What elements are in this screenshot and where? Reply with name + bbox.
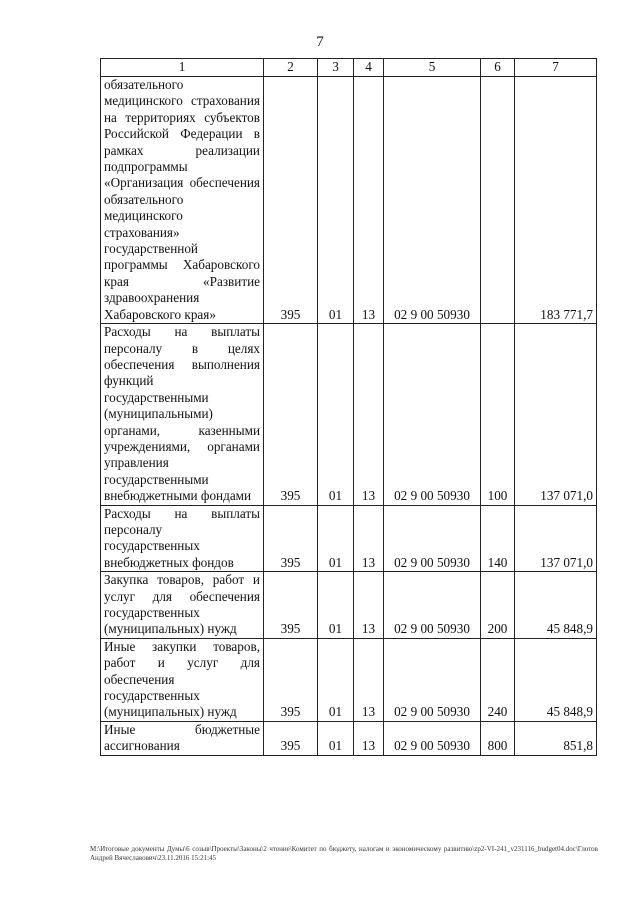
row-expense-type: 800 (481, 721, 515, 755)
col-header-2: 2 (264, 59, 318, 77)
col-header-4: 4 (354, 59, 384, 77)
table-row (101, 638, 597, 721)
row-name: Иные закупки товаров, работ и услуг для обеспечения государственных (муниципальных) нужд (101, 638, 264, 721)
row-amount: 45 848,9 (515, 638, 597, 721)
col-header-7: 7 (515, 59, 597, 77)
row-subsection: 13 (354, 505, 384, 572)
row-section: 01 (318, 324, 354, 505)
row-section: 01 (318, 505, 354, 572)
table-row (101, 505, 597, 572)
budget-table (100, 58, 597, 756)
row-target-item: 02 9 00 50930 (384, 638, 481, 721)
row-target-item: 02 9 00 50930 (384, 505, 481, 572)
row-ministry: 395 (264, 77, 318, 324)
row-target-item: 02 9 00 50930 (384, 77, 481, 324)
row-amount: 45 848,9 (515, 572, 597, 639)
row-expense-type: 200 (481, 572, 515, 639)
row-subsection: 13 (354, 721, 384, 755)
row-subsection: 13 (354, 77, 384, 324)
row-subsection: 13 (354, 324, 384, 505)
row-ministry: 395 (264, 638, 318, 721)
row-section: 01 (318, 638, 354, 721)
header-row (101, 59, 597, 77)
row-expense-type: 140 (481, 505, 515, 572)
table-row (101, 721, 597, 755)
row-ministry: 395 (264, 572, 318, 639)
row-name: Расходы на выплаты персоналу в целях обеспечения выполнения функций государственными (муниципальными) органами, казенными учреждениями, органами управления государственными внебюджетными фондами (101, 324, 264, 505)
col-header-3: 3 (318, 59, 354, 77)
row-target-item: 02 9 00 50930 (384, 572, 481, 639)
col-header-6: 6 (481, 59, 515, 77)
row-subsection: 13 (354, 572, 384, 639)
row-section: 01 (318, 572, 354, 639)
col-header-1: 1 (101, 59, 264, 77)
col-header-5: 5 (384, 59, 481, 77)
row-expense-type (481, 77, 515, 324)
row-name: Иные бюджетные ассигнования (101, 721, 264, 755)
row-ministry: 395 (264, 505, 318, 572)
row-amount: 137 071,0 (515, 505, 597, 572)
file-path-footer: М:\Итоговые документы Думы\6 созыв\Проекты\Законы\2 чтение\Комитет по бюджету, налогам и экономическому развитию\zp2-VI-241_v231116_budget04.doc\Глотов Андрей Вячеславович\23.11.2016 15:21:45 (90, 845, 598, 862)
row-name: Закупка товаров, работ и услуг для обеспечения государственных (муниципальных) нужд (101, 572, 264, 639)
row-ministry: 395 (264, 721, 318, 755)
table-row (101, 77, 597, 324)
row-expense-type: 100 (481, 324, 515, 505)
row-amount: 851,8 (515, 721, 597, 755)
row-section: 01 (318, 77, 354, 324)
page-number: 7 (316, 34, 324, 50)
row-name: обязательного медицинского страхования на территориях субъектов Российской Федерации в рамках реализации подпрограммы «Организация обеспечения обязательного медицинского страхования» государственной программы Хабаровского края «Развитие здравоохранения Хабаровского края» (101, 77, 264, 324)
row-expense-type: 240 (481, 638, 515, 721)
row-section: 01 (318, 721, 354, 755)
row-subsection: 13 (354, 638, 384, 721)
row-target-item: 02 9 00 50930 (384, 721, 481, 755)
table-row (101, 572, 597, 639)
row-amount: 137 071,0 (515, 324, 597, 505)
row-ministry: 395 (264, 324, 318, 505)
row-target-item: 02 9 00 50930 (384, 324, 481, 505)
row-name: Расходы на выплаты персоналу государственных внебюджетных фондов (101, 505, 264, 572)
row-amount: 183 771,7 (515, 77, 597, 324)
table-row (101, 324, 597, 505)
